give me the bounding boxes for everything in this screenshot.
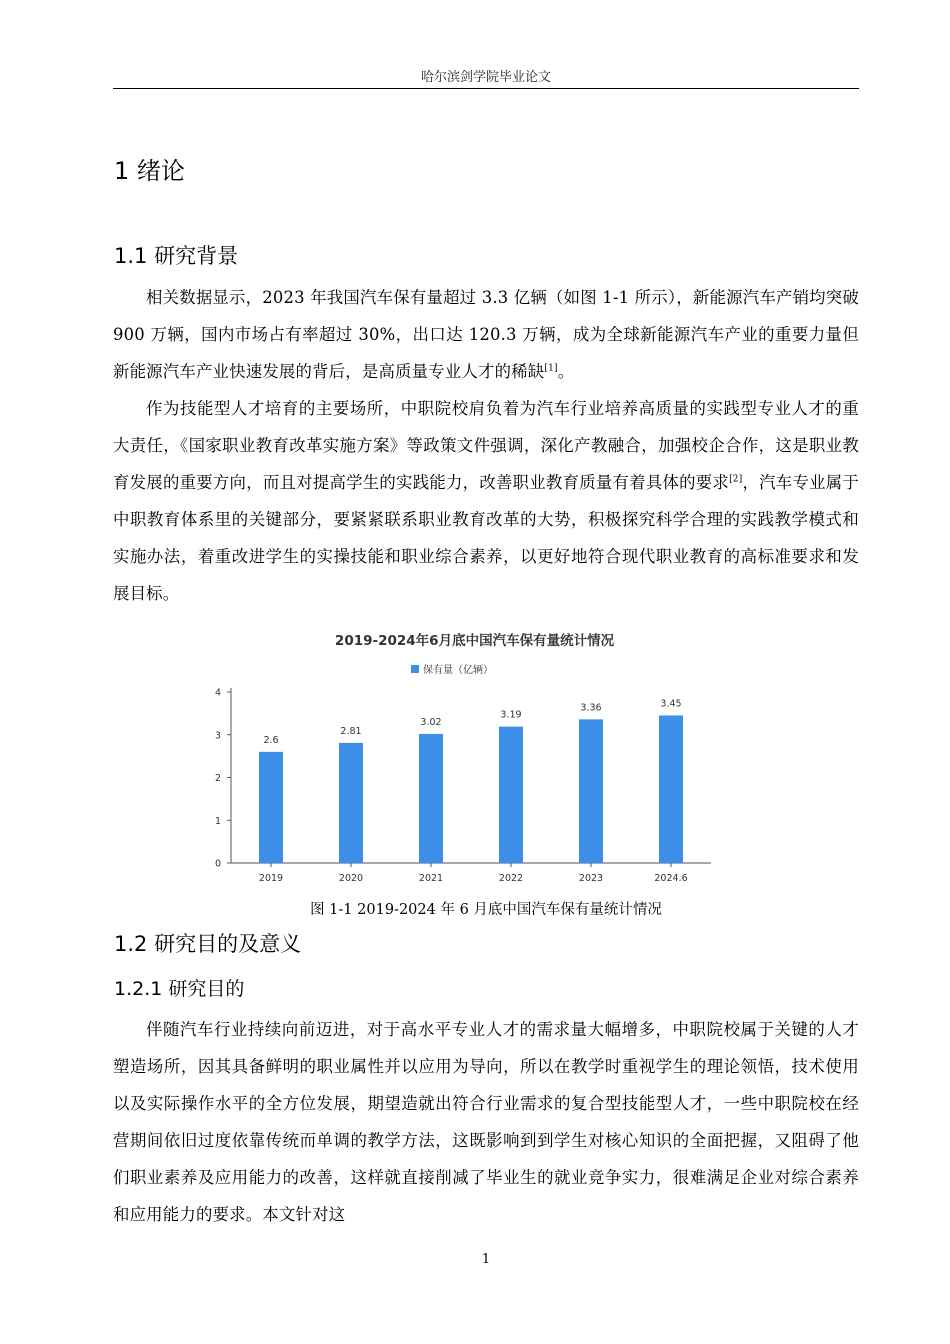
y-tick-label: 1 (214, 815, 221, 827)
x-tick-label: 2020 (338, 873, 364, 884)
bar (339, 743, 363, 863)
paragraph-text: ，汽车专业属于中职教育体系里的关键部分，要紧紧联系职业教育改革的大势，积极探究科学合理的实践教学模式和实施办法，着重改进学生的实操技能和职业综合素养，以更好地符合现代职业教育的高标准要求和发展目标。 (113, 473, 859, 603)
section-title-1-2: 1.2 研究目的及意义 (114, 932, 302, 956)
data-label: 3.45 (660, 698, 682, 710)
page-number: 1 (481, 1252, 491, 1267)
data-label: 2.81 (340, 725, 362, 737)
header-rule (113, 88, 859, 89)
bar (259, 752, 283, 863)
chart-figure (211, 623, 738, 888)
bar (659, 716, 683, 863)
chart-legend (411, 661, 493, 676)
citation-ref: [1] (544, 363, 558, 374)
y-tick-label: 2 (214, 773, 221, 784)
x-tick-label: 2021 (418, 873, 444, 884)
data-label: 3.36 (580, 702, 602, 714)
page-header: 哈尔滨剑学院毕业论文 (420, 70, 551, 85)
x-tick-label: 2023 (578, 873, 604, 884)
data-label: 3.02 (420, 716, 442, 728)
x-tick-label: 2022 (498, 873, 524, 884)
paragraph-background-2 (113, 390, 859, 612)
figure-caption: 图 1-1 2019-2024 年 6 月底中国汽车保有量统计情况 (310, 902, 662, 918)
paragraph-text: 。 (557, 362, 575, 381)
legend-swatch (411, 665, 419, 673)
paragraph-purpose-1: 伴随汽车行业持续向前迈进，对于高水平专业人才的需求量大幅增多，中职院校属于关键的人才塑造场所，因其具备鲜明的职业属性并以应用为导向，所以在教学时重视学生的理论领悟，技术使用以及实际操作水平的全方位发展，期望造就出符合行业需求的复合型技能型人才，一些中职院校在经营期间依旧过度依靠传统而单调的教学方法，这既影响到到学生对核心知识的全面把握，又阻碍了他们职业素养及应用能力的改善，这样就直接削减了毕业生的就业竞争实力，很难满足企业对综合素养和应用能力的要求。本文针对这 (113, 1020, 859, 1224)
y-tick-label: 0 (214, 858, 221, 870)
bar (579, 719, 603, 863)
y-tick-label: 3 (214, 730, 221, 742)
paragraph-text: 相关数据显示，2023 年我国汽车保有量超过 3.3 亿辆（如图 1-1 所示），新能源汽车产销均突破 900 万辆，国内市场占有率超过 30%，出口达 120.3 万辆，成为全球新能源汽车产业的重要力量但新能源汽车产业快速发展的背后，是高质量专业人才的稀缺 (113, 288, 859, 381)
section-title-1-1: 1.1 研究背景 (114, 244, 239, 268)
data-label: 2.6 (263, 734, 279, 746)
bar (499, 727, 523, 863)
citation-ref: [2] (729, 474, 743, 485)
paragraph-text: 作为技能型人才培育的主要场所，中职院校肩负着为汽车行业培养高质量的实践型专业人才的重大责任，《国家职业教育改革实施方案》等政策文件强调，深化产教融合，加强校企合作，这是职业教育发展的重要方向，而且对提高学生的实践能力，改善职业教育质量有着具体的要求 (113, 399, 859, 492)
section-title-1-2-1: 1.2.1 研究目的 (114, 978, 245, 1000)
y-tick-label: 4 (214, 687, 221, 699)
legend-label: 保有量（亿辆） (423, 665, 493, 676)
data-label: 3.19 (500, 709, 522, 721)
paragraph-background-1 (113, 279, 859, 390)
chapter-title: 1 绪论 (114, 157, 185, 185)
chart-title: 2019-2024年6月底中国汽车保有量统计情况 (334, 633, 615, 649)
x-tick-label: 2019 (258, 873, 284, 884)
x-tick-label: 2024.6 (654, 873, 688, 884)
bar (419, 734, 443, 863)
